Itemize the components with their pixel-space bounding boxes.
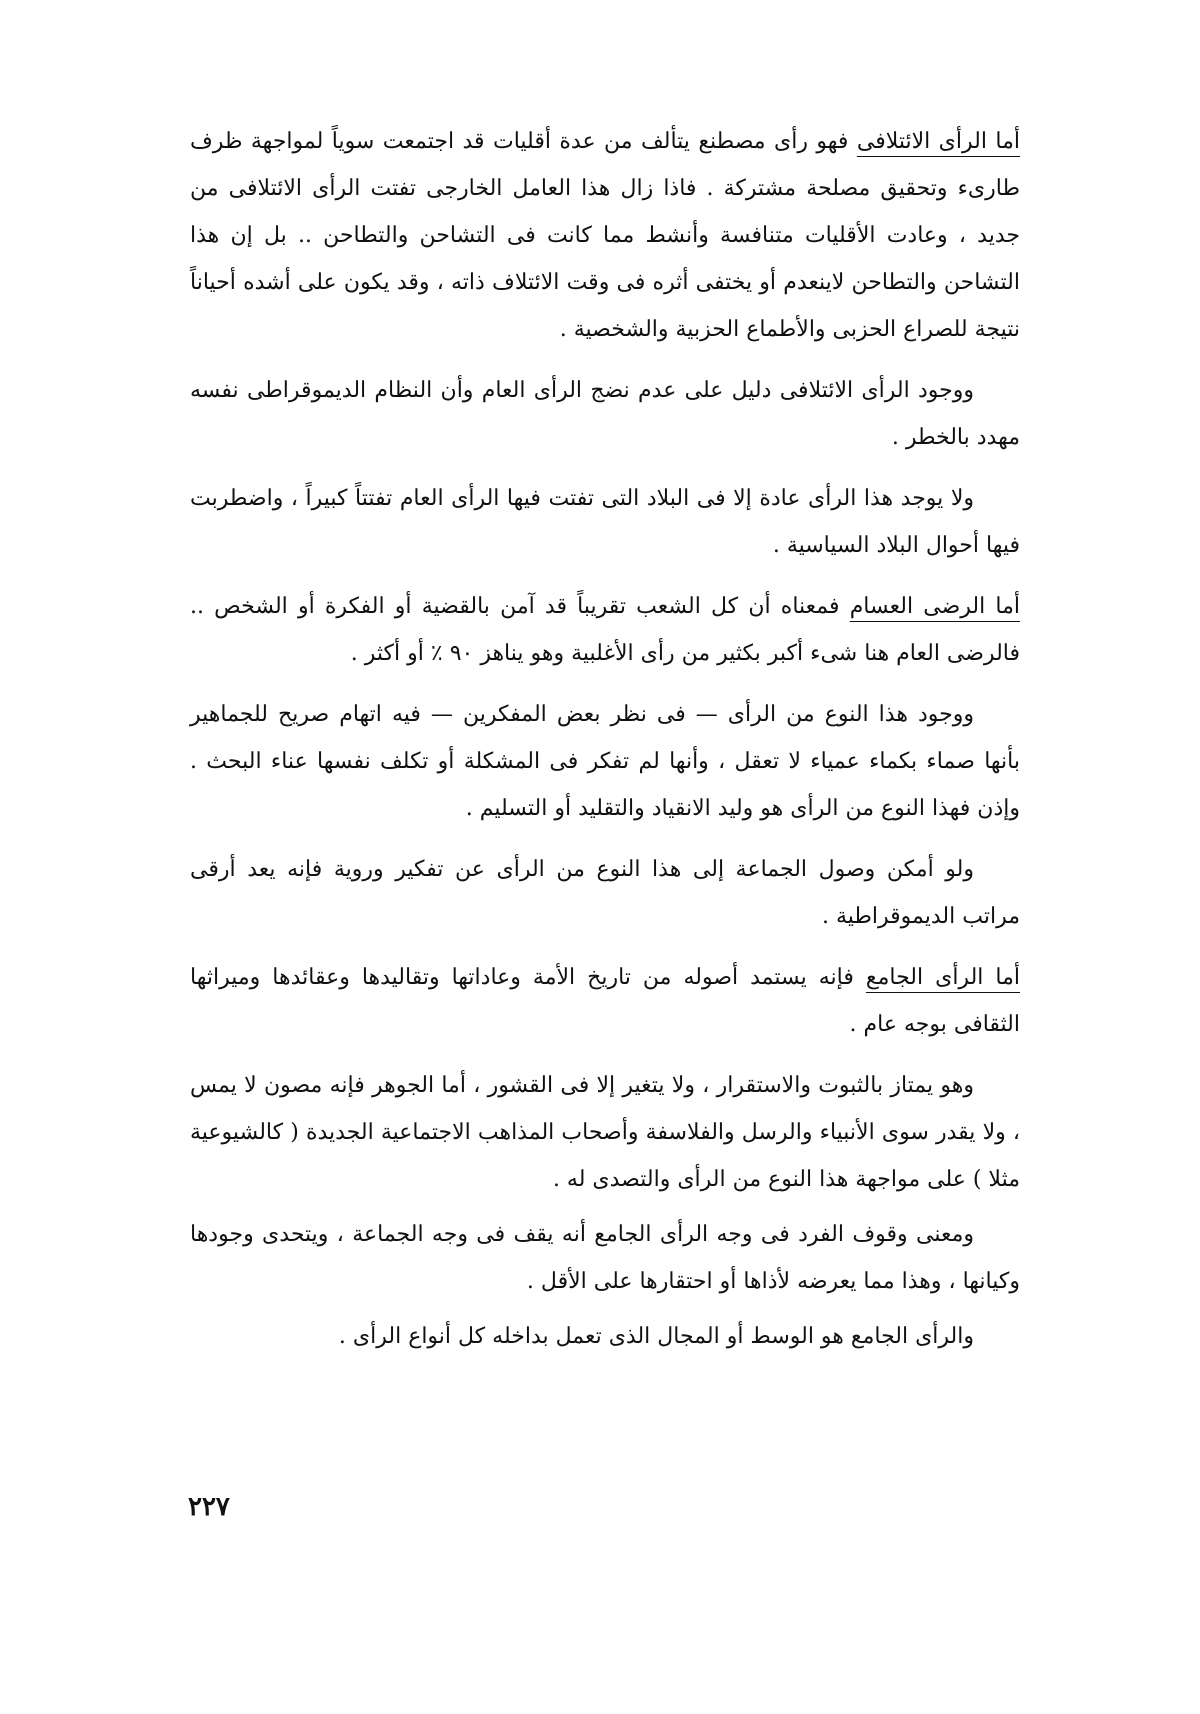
paragraph-text: ولو أمكن وصول الجماعة إلى هذا النوع من الرأى عن تفكير وروية فإنه يعد أرقى مراتب الديموقراطية .	[190, 857, 1020, 929]
paragraph-collective-medium	[190, 1313, 1020, 1360]
paragraph-coalition-danger	[190, 367, 1020, 461]
paragraph-collective-stability	[190, 1062, 1020, 1203]
paragraph-text: ووجود هذا النوع من الرأى — فى نظر بعض المفكرين — فيه اتهام صريح للجماهير بأنها صماء بكماء عمياء لا تعقل ، وأنها لم تفكر فى المشكلة أو تكلف نفسها عناء البحث . وإذن فهذا النوع من الرأى هو وليد الانقياد والتقليد أو التسليم .	[190, 702, 1020, 821]
paragraph-text: فإنه يستمد أصوله من تاريخ الأمة وعاداتها وتقاليدها وعقائدها وميراثها الثقافى بوجه عام .	[190, 965, 1020, 1037]
paragraph-text: ومعنى وقوف الفرد فى وجه الرأى الجامع أنه يقف فى وجه الجماعة ، ويتحدى وجودها وكيانها ، وهذا مما يعرضه لأذاها أو احتقارها على الأقل .	[190, 1222, 1020, 1294]
paragraph-text: فمعناه أن كل الشعب تقريباً قد آمن بالقضية أو الفكرة أو الشخص .. فالرضى العام هنا شىء أكبر بكثير من رأى الأغلبية وهو يناهز ٩٠ ٪ أو أكثر .	[190, 594, 1020, 666]
paragraph-coalition-opinion	[190, 118, 1020, 353]
term-coalition-opinion: أما الرأى الائتلافى	[856, 129, 1020, 154]
paragraph-consent-critique	[190, 691, 1020, 832]
term-general-consent: أما الرضى العسام	[849, 594, 1021, 619]
paragraph-coalition-occurrence	[190, 475, 1020, 569]
paragraph-consent-democracy	[190, 846, 1020, 940]
paragraph-text: ولا يوجد هذا الرأى عادة إلا فى البلاد التى تفتت فيها الرأى العام تفتتاً كبيراً ، واضطربت فيها أحوال البلاد السياسية .	[190, 486, 1020, 558]
page-number: ٢٢٧	[188, 1492, 230, 1522]
paragraph-text: ووجود الرأى الائتلافى دليل على عدم نضج الرأى العام وأن النظام الديموقراطى نفسه مهدد بالخطر .	[190, 378, 1020, 450]
paragraph-collective-opinion	[190, 954, 1020, 1048]
paragraph-text: فهو رأى مصطنع يتألف من عدة أقليات قد اجتمعت سوياً لمواجهة ظرف طارىء وتحقيق مصلحة مشتركة . فاذا زال هذا العامل الخارجى تفتت الرأى الائتلافى من جديد ، وعادت الأقليات متنافسة وأنشط مما كانت فى التشاحن والتطاحن .. بل إن هذا التشاحن والتطاحن لاينعدم أو يختفى أثره فى وقت الائتلاف ذاته ، وقد يكون على أشده أحياناً نتيجة للصراع الحزبى والأطماع الحزبية والشخصية .	[190, 129, 1020, 342]
body-text	[190, 118, 1020, 1374]
paragraph-text: والرأى الجامع هو الوسط أو المجال الذى تعمل بداخله كل أنواع الرأى .	[338, 1324, 974, 1349]
paragraph-individual-challenge	[190, 1211, 1020, 1305]
term-collective-opinion: أما الرأى الجامع	[865, 965, 1020, 990]
paragraph-general-consent	[190, 583, 1020, 677]
paragraph-text: وهو يمتاز بالثبوت والاستقرار ، ولا يتغير إلا فى القشور ، أما الجوهر فإنه مصون لا يمس ، ولا يقدر سوى الأنبياء والرسل والفلاسفة وأصحاب المذاهب الاجتماعية الجديدة ( كالشيوعية مثلا ) على مواجهة هذا النوع من الرأى والتصدى له .	[190, 1073, 1020, 1192]
